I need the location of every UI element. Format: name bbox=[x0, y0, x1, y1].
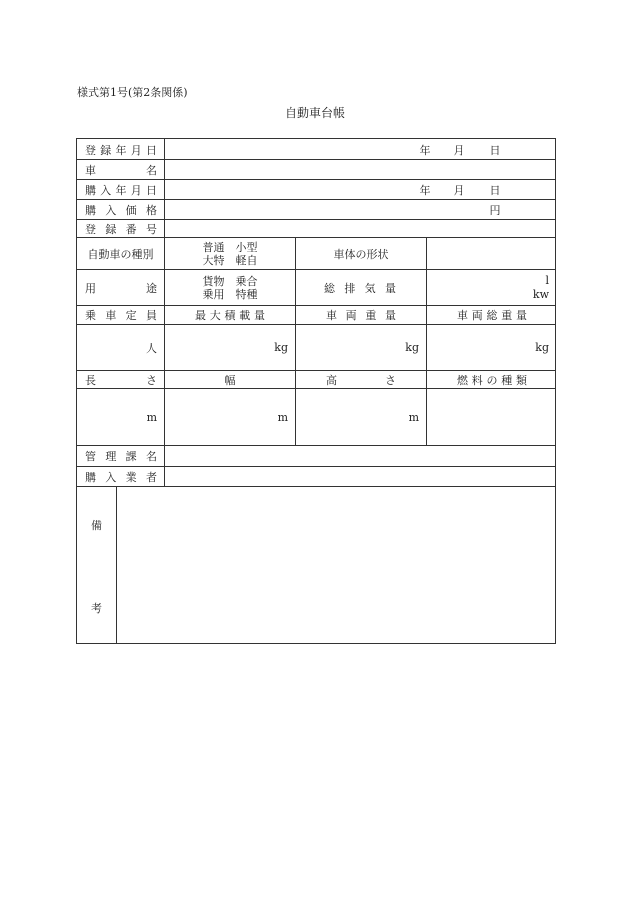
fuel-type-label: 燃 料 の 種 類 bbox=[457, 373, 527, 387]
purchase-year-unit: 年 bbox=[419, 184, 431, 197]
column-divider bbox=[164, 445, 165, 486]
vehicle-type-label: 自動車の種別 bbox=[87, 247, 154, 261]
vehicle-type-options-line1: 普通 小型 bbox=[202, 240, 258, 254]
remarks-label-bottom: 考 bbox=[91, 602, 102, 615]
row-divider bbox=[77, 486, 555, 487]
vehicle-type-options-line2: 大特 軽自 bbox=[202, 253, 258, 267]
managing-section-label: 管 理 課 名 bbox=[85, 450, 157, 463]
displacement-unit-kw: kw bbox=[532, 287, 549, 301]
height-unit: m bbox=[408, 410, 419, 424]
row-divider bbox=[77, 159, 555, 160]
vendor-label: 購 入 業 者 bbox=[85, 470, 157, 484]
row-divider bbox=[77, 199, 555, 200]
displacement-label: 総 排 気 量 bbox=[324, 281, 396, 295]
registration-date-label: 登 録 年 月 日 bbox=[85, 144, 157, 157]
purchase-month-unit: 月 bbox=[453, 184, 465, 197]
form-caption: 様式第1号(第2条関係) bbox=[77, 86, 188, 99]
purchase-price-label: 購 入 価 格 bbox=[85, 204, 157, 217]
length-label: 長 さ bbox=[85, 373, 157, 387]
remarks-label-top: 備 bbox=[91, 519, 102, 532]
price-unit: 円 bbox=[489, 204, 501, 217]
capacity-label: 乗 車 定 員 bbox=[85, 309, 157, 322]
usage-options bbox=[165, 270, 295, 305]
row-divider bbox=[77, 179, 555, 180]
page-title: 自動車台帳 bbox=[284, 106, 345, 120]
vehicle-weight-label: 車 両 重 量 bbox=[326, 309, 396, 322]
usage-label: 用 途 bbox=[85, 281, 157, 295]
body-shape-label: 車体の形状 bbox=[333, 247, 389, 261]
registration-month-unit: 月 bbox=[453, 144, 465, 157]
vehicle-name-label: 車 名 bbox=[85, 164, 157, 177]
usage-options-line2: 乗用 特種 bbox=[202, 287, 258, 301]
height-label: 高 さ bbox=[326, 373, 396, 387]
column-divider bbox=[116, 486, 117, 644]
vehicle-ledger-form bbox=[76, 138, 556, 644]
displacement-unit-liter: l bbox=[545, 273, 549, 287]
purchase-day-unit: 日 bbox=[489, 184, 501, 197]
vehicle-type-options bbox=[165, 238, 295, 269]
registration-number-label: 登 録 番 号 bbox=[85, 222, 157, 236]
purchase-date-label: 購 入 年 月 日 bbox=[85, 184, 157, 197]
persons-unit: 人 bbox=[146, 341, 157, 355]
displacement-units bbox=[427, 270, 549, 305]
usage-options-line1: 貨物 乗合 bbox=[202, 274, 258, 288]
registration-day-unit: 日 bbox=[489, 144, 501, 157]
width-label: 幅 bbox=[224, 373, 236, 387]
max-load-label: 最 大 積 載 量 bbox=[195, 309, 265, 322]
gross-weight-label: 車 両 総 重 量 bbox=[457, 309, 527, 322]
width-unit: m bbox=[277, 410, 288, 424]
registration-year-unit: 年 bbox=[419, 144, 431, 157]
vehicle-weight-unit: kg bbox=[405, 341, 419, 354]
gross-weight-unit: kg bbox=[535, 341, 549, 354]
length-unit: m bbox=[146, 410, 157, 424]
max-load-unit: kg bbox=[274, 341, 288, 354]
